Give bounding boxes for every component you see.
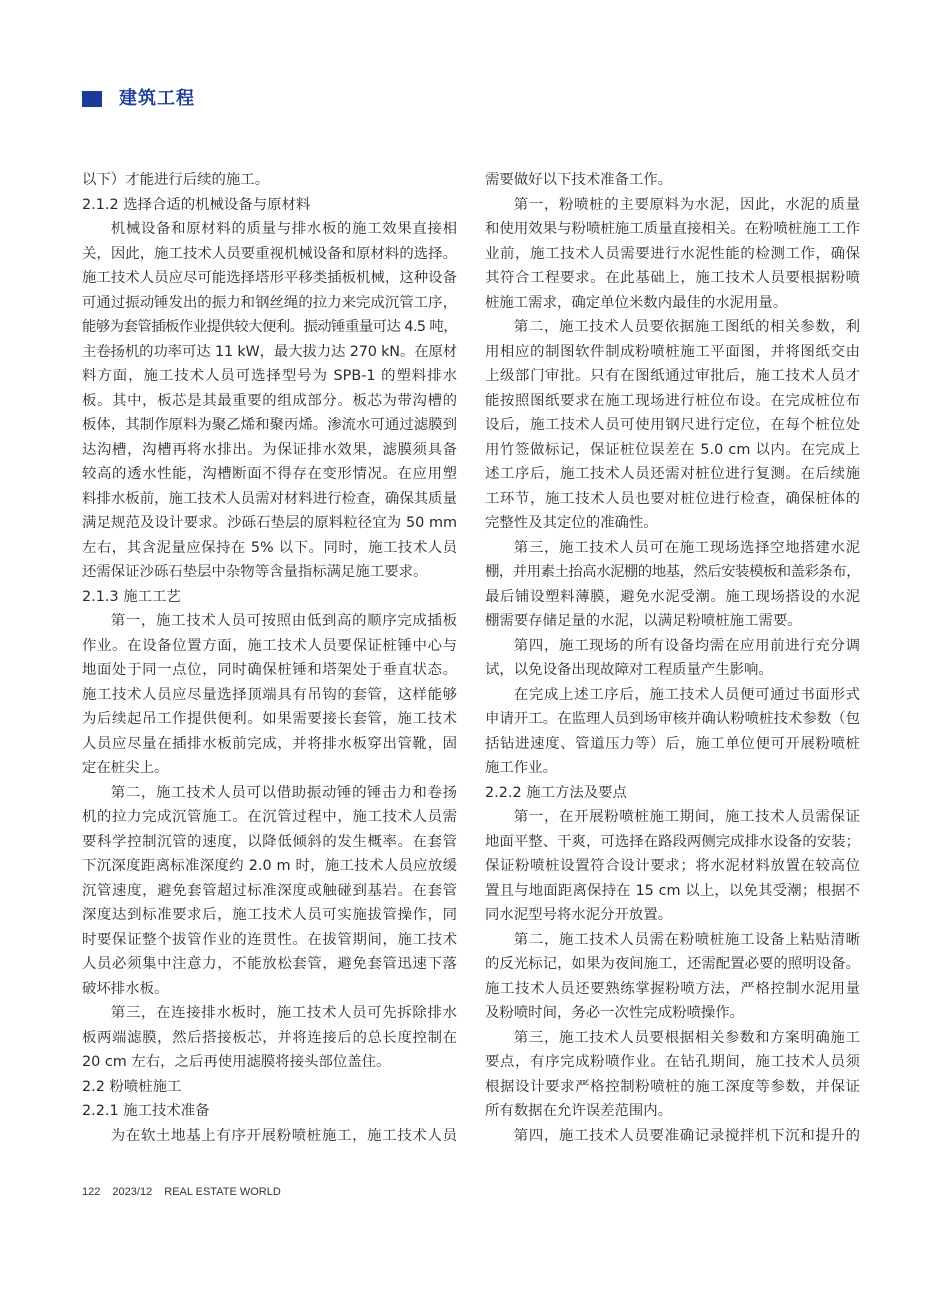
paragraph-line: 要科学控制沉管的速度，以降低倾斜的发生概率。在套管 (82, 833, 457, 850)
paragraph-line: 满足规范及设计要求。沙砾石垫层的原料粒径宜为 50 mm (82, 515, 457, 531)
paragraph-line: 定在桩尖上。 (82, 760, 169, 776)
article-column-right (485, 168, 860, 1148)
paragraph-line: 作业。在设备位置方面，施工技术人员要保证桩锤中心与 (82, 637, 457, 654)
paragraph-line: 需要做好以下技术准备工作。 (485, 172, 673, 188)
paragraph-line: 棚需要存储足量的水泥，以满足粉喷桩施工需要。 (485, 613, 802, 629)
footer-issue: 2023/12 (112, 1186, 153, 1198)
paragraph-line: 试，以免设备出现故障对工程质量产生影响。 (485, 662, 773, 678)
paragraph-line: 要点，有序完成粉喷作业。在钻孔期间，施工技术人员须 (485, 1054, 860, 1070)
paragraph-line: 第二，施工技术人员要依据施工图纸的相关参数，利 (513, 319, 860, 335)
paragraph-line: 料方面，施工技术人员可选择型号为 SPB-1 的塑料排水 (82, 368, 457, 384)
paragraph (485, 315, 860, 536)
paragraph (82, 1124, 457, 1149)
paragraph-line: 为在软土地基上有序开展粉喷桩施工，施工技术人员 (110, 1127, 457, 1144)
paragraph (82, 609, 457, 781)
paragraph-line: 完整性及其定位的准确性。 (485, 515, 658, 531)
paragraph (82, 1001, 457, 1075)
paragraph (82, 217, 457, 585)
paragraph-line: 左右，其含泥量应保持在 5% 以下。同时，施工技术人员 (82, 539, 457, 556)
paragraph-line: 20 cm 左右，之后再使用滤膜将接头部位盖住。 (82, 1054, 391, 1070)
paragraph-line: 人员应尽量在插排水板前完成，并将排水板穿出管靴，固 (82, 735, 457, 752)
paragraph-line: 达沟槽，沟槽再将水排出。为保证排水效果，滤膜须具备 (82, 441, 457, 458)
paragraph-line: 第四，施工现场的所有设备均需在应用前进行充分调 (513, 637, 860, 654)
section-heading: 2.1.2 选择合适的机械设备与原材料 (82, 196, 311, 213)
paragraph-line: 申请开工。在监理人员到场审核并确认粉喷桩技术参数（包 (485, 711, 860, 727)
paragraph-line: 同水泥型号将水泥分开放置。 (485, 907, 673, 923)
paragraph-line: 第四，施工技术人员要准确记录搅拌机下沉和提升的 (513, 1127, 860, 1144)
paragraph-line: 设后，施工技术人员可使用钢尺进行定位，在每个桩位处 (485, 417, 860, 433)
paragraph-line: 括钻进速度、管道压力等）后，施工单位便可开展粉喷桩 (485, 735, 860, 752)
paragraph (485, 683, 860, 781)
paragraph-line: 根据设计要求严格控制粉喷桩的施工深度等参数，并保证 (485, 1078, 860, 1095)
paragraph-line: 及粉喷时间，务必一次性完成粉喷操作。 (485, 1005, 745, 1021)
paragraph-line: 为后续起吊工作提供便利。如果需要接长套管，施工技术 (82, 711, 457, 727)
paragraph-line: 可通过振动锤发出的振力和钢丝绳的拉力来完成沉管工序， (82, 294, 457, 311)
paragraph-line: 人员必须集中注意力，不能放松套管，避免套管迅速下落 (82, 956, 457, 972)
paragraph-line: 述工序后，施工技术人员还需对桩位进行复测。在后续施 (485, 466, 860, 482)
paragraph (485, 168, 860, 193)
paragraph-line: 施工技术人员还要熟练掌握粉喷方法，严格控制水泥用量 (485, 980, 860, 997)
paragraph (485, 1124, 860, 1149)
paragraph-line: 最后铺设塑料薄膜，避免水泥受潮。施工现场搭设的水泥 (485, 588, 860, 605)
paragraph-line: 业前，施工技术人员需要进行水泥性能的检测工作，确保 (485, 245, 860, 262)
section-heading: 2.1.3 施工工艺 (82, 588, 181, 605)
paragraph-line: 下沉深度距离标准深度约 2.0 m 时，施工技术人员应放缓 (82, 858, 457, 874)
footer-magazine-name: REAL ESTATE WORLD (164, 1186, 281, 1198)
paragraph-line: 第一，施工技术人员可按照由低到高的顺序完成插板 (110, 613, 457, 629)
paragraph-line: 用相应的制图软件制成粉喷桩施工平面图，并将图纸交由 (485, 343, 860, 360)
paragraph-line: 机的拉力完成沉管施工。在沉管过程中，施工技术人员需 (82, 809, 457, 825)
paragraph-line: 在完成上述工序后，施工技术人员便可通过书面形式 (513, 686, 860, 703)
paragraph-line: 板两端滤膜，然后搭接板芯，并将连接后的总长度控制在 (82, 1029, 457, 1046)
paragraph-line: 机械设备和原材料的质量与排水板的施工效果直接相 (110, 221, 457, 237)
paragraph-line: 工环节，施工技术人员也要对桩位进行检查，确保桩体的 (485, 490, 860, 507)
paragraph-line: 置且与地面距离保持在 15 cm 以上，以免其受潮；根据不 (485, 882, 860, 899)
paragraph-line: 第三，施工技术人员可在施工现场选择空地搭建水泥 (513, 539, 860, 556)
paragraph-line: 料排水板前，施工技术人员需对材料进行检查，确保其质量 (82, 490, 457, 507)
paragraph-line: 还需保证沙砾石垫层中杂物等含量指标满足施工要求。 (82, 564, 428, 580)
paragraph-line: 以下）才能进行后续的施工。 (82, 172, 270, 188)
paragraph-line: 板体，其制作原料为聚乙烯和聚丙烯。渗流水可通过滤膜到 (82, 417, 457, 433)
section-heading: 2.2.2 施工方法及要点 (485, 784, 627, 801)
paragraph-line: 所有数据在允许误差范围内。 (485, 1103, 673, 1119)
section-marker-square (82, 91, 102, 107)
paragraph-line: 上级部门审批。只有在图纸通过审批后，施工技术人员才 (485, 368, 860, 384)
paragraph-line: 主卷扬机的功率可达 11 kW，最大拔力达 270 kN。在原材 (82, 343, 457, 360)
article-column-left (82, 168, 457, 1148)
paragraph (485, 193, 860, 316)
section-heading: 2.2 粉喷桩施工 (82, 1078, 182, 1095)
paragraph-line: 棚，并用素土抬高水泥棚的地基，然后安装模板和盖彩条布， (485, 564, 860, 580)
paragraph-line: 关，因此，施工技术人员要重视机械设备和原材料的选择。 (82, 245, 457, 262)
paragraph (485, 536, 860, 634)
paragraph (485, 1026, 860, 1124)
paragraph-line: 第一，在开展粉喷桩施工期间，施工技术人员需保证 (513, 809, 860, 825)
paragraph (82, 781, 457, 1002)
paragraph (82, 168, 457, 193)
paragraph-line: 深度达到标准要求后，施工技术人员可实施拔管操作，同 (82, 907, 457, 923)
paragraph (485, 805, 860, 928)
paragraph-line: 板。其中，板芯是其最重要的组成部分。板芯为带沟槽的 (82, 392, 457, 409)
page-footer (82, 1184, 290, 1200)
paragraph-line: 能按照图纸要求在施工现场进行桩位布设。在完成桩位布 (485, 392, 860, 409)
paragraph-line: 用竹签做标记，保证桩位误差在 5.0 cm 以内。在完成上 (485, 441, 860, 458)
paragraph-line: 地面平整、干爽，可选择在路段两侧完成排水设备的安装； (485, 833, 860, 850)
paragraph (485, 634, 860, 683)
paragraph-line: 第一，粉喷桩的主要原料为水泥，因此，水泥的质量 (513, 196, 860, 213)
paragraph-line: 第三，施工技术人员要根据相关参数和方案明确施工 (513, 1029, 860, 1046)
paragraph-line: 第三，在连接排水板时，施工技术人员可先拆除排水 (110, 1005, 457, 1021)
paragraph-line: 能够为套管插板作业提供较大便利。振动锤重量可达 4.5 吨， (82, 319, 457, 335)
paragraph-line: 第二，施工技术人员需在粉喷桩施工设备上粘贴清晰 (513, 931, 860, 948)
paragraph-line: 时要保证整个拔管作业的连贯性。在拔管期间，施工技术 (82, 931, 457, 948)
paragraph-line: 施工技术人员应尽可能选择塔形平移类插板机械，这种设备 (82, 270, 457, 286)
paragraph-line: 施工技术人员应尽量选择顶端具有吊钩的套管，这样能够 (82, 686, 457, 703)
paragraph-line: 破坏排水板。 (82, 980, 169, 997)
paragraph-line: 较高的透水性能，沟槽断面不得存在变形情况。在应用塑 (82, 466, 457, 482)
paragraph-line: 沉管速度，避免套管超过标准深度或触碰到基岩。在套管 (82, 882, 457, 899)
paragraph-line: 桩施工需求，确定单位米数内最佳的水泥用量。 (485, 294, 788, 311)
paragraph-line: 其符合工程要求。在此基础上，施工技术人员要根据粉喷 (485, 270, 860, 286)
section-title: 建筑工程 (119, 88, 195, 109)
paragraph-line: 地面处于同一点位，同时确保桩锤和塔架处于垂直状态。 (82, 662, 457, 678)
paragraph-line: 施工作业。 (485, 760, 557, 776)
section-heading: 2.2.1 施工技术准备 (82, 1103, 210, 1119)
paragraph (485, 928, 860, 1026)
footer-page-number: 122 (82, 1186, 101, 1198)
paragraph-line: 和使用效果与粉喷桩施工质量直接相关。在粉喷桩施工工作 (485, 221, 860, 237)
paragraph-line: 第二，施工技术人员可以借助振动锤的锤击力和卷扬 (110, 784, 457, 801)
paragraph-line: 的反光标记，如果为夜间施工，还需配置必要的照明设备。 (485, 956, 860, 972)
paragraph-line: 保证粉喷桩设置符合设计要求；将水泥材料放置在较高位 (485, 858, 860, 874)
